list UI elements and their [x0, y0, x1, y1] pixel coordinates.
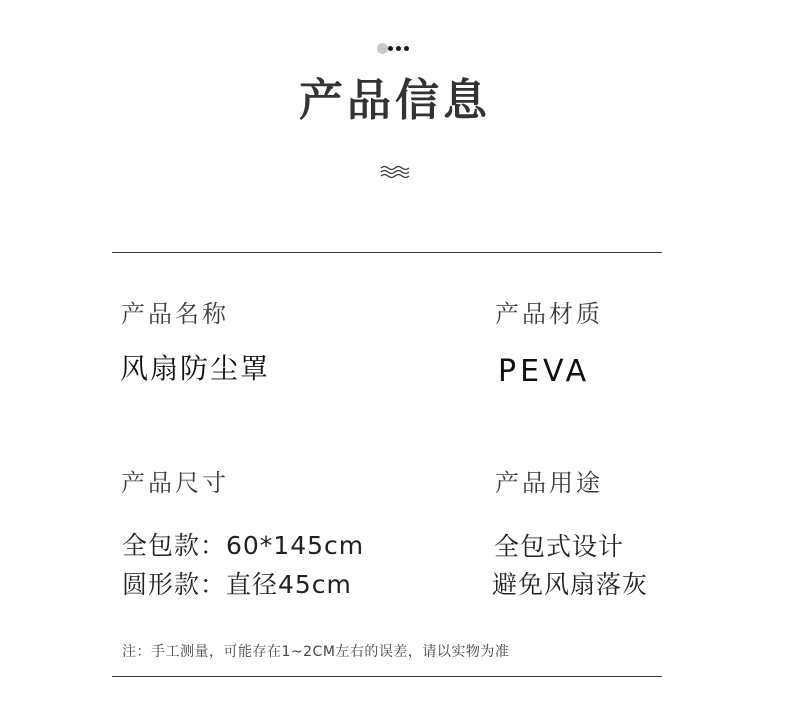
product-usage-line-1: 全包式设计	[494, 532, 625, 561]
product-size-line-2: 圆形款：直径45cm	[122, 570, 352, 599]
dot-indicator	[396, 46, 401, 51]
top-divider	[112, 252, 662, 253]
dot-indicator	[377, 43, 388, 54]
carousel-dots	[377, 43, 409, 54]
dot-indicator	[404, 46, 409, 51]
product-name-value: 风扇防尘罩	[120, 352, 271, 385]
measurement-note: 注：手工测量，可能存在1~2CM左右的误差，请以实物为准	[122, 644, 510, 660]
product-name-label: 产品名称	[121, 300, 229, 328]
product-material-value: PEVA	[498, 354, 591, 389]
product-usage-label: 产品用途	[495, 469, 603, 497]
page-title: 产品信息	[299, 75, 491, 126]
product-usage-line-2: 避免风扇落灰	[492, 570, 649, 599]
product-material-label: 产品材质	[495, 300, 603, 328]
bottom-divider	[112, 676, 662, 677]
product-size-label: 产品尺寸	[121, 469, 229, 497]
product-size-line-1: 全包款：60*145cm	[122, 531, 365, 560]
wave-divider-icon	[380, 164, 410, 180]
dot-indicator	[388, 46, 393, 51]
